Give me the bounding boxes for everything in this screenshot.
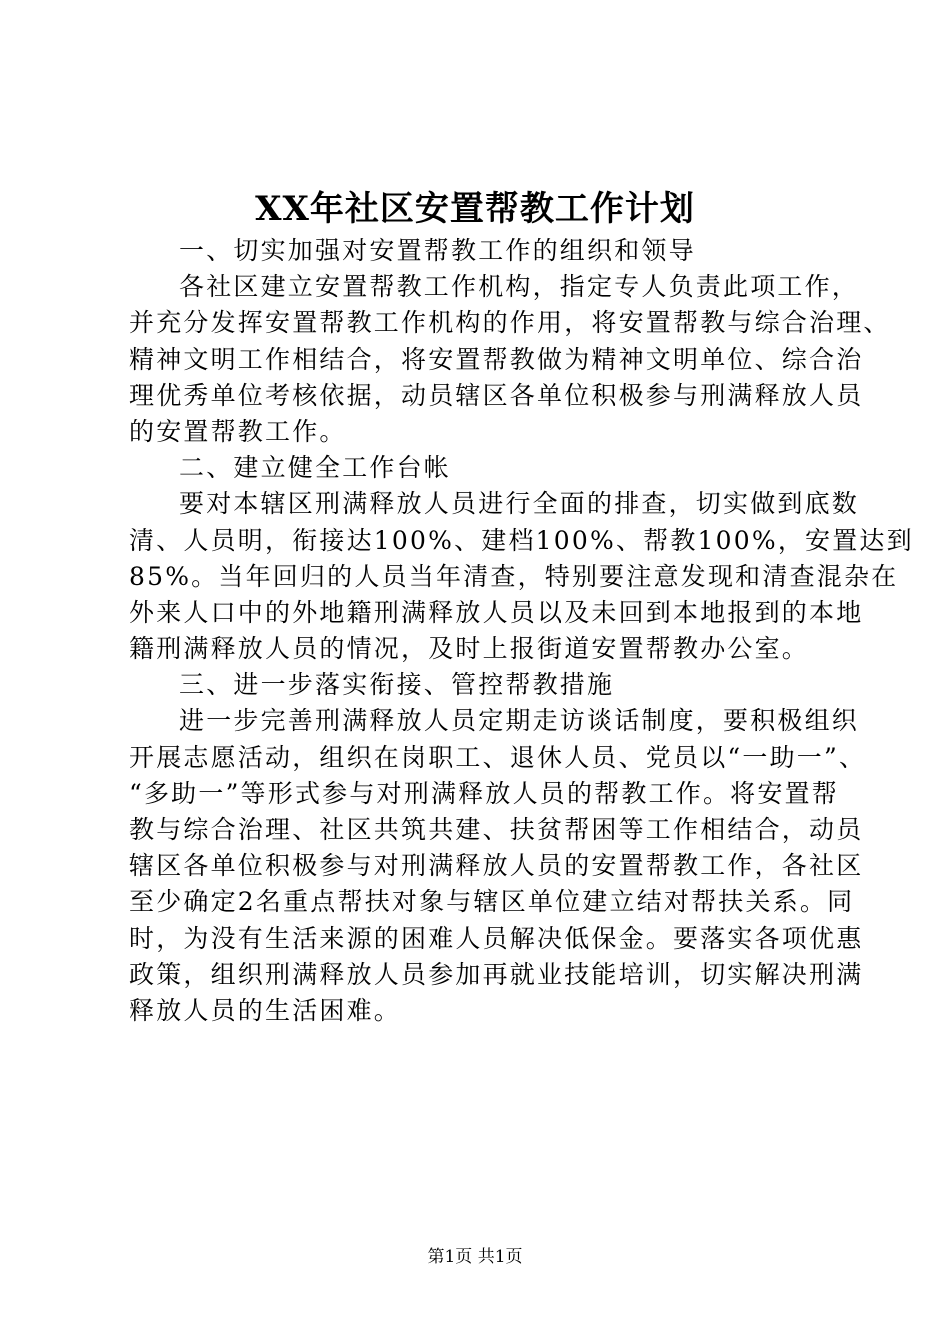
page-number: 第1页 共1页 xyxy=(427,1247,523,1267)
paragraph-line: 理优秀单位考核依据，动员辖区各单位积极参与刑满释放人员 xyxy=(129,380,864,410)
paragraph-line: 籍刑满释放人员的情况，及时上报街道安置帮教办公室。 xyxy=(129,634,810,664)
paragraph-line: 辖区各单位积极参与对刑满释放人员的安置帮教工作，各社区 xyxy=(129,851,864,881)
paragraph-line: 释放人员的生活困难。 xyxy=(129,995,402,1025)
paragraph-line: 并充分发挥安置帮教工作机构的作用，将安置帮教与综合治理、 xyxy=(129,308,891,338)
section-heading-3: 三、进一步落实衔接、管控帮教措施 xyxy=(179,670,615,700)
paragraph-line: 教与综合治理、社区共筑共建、扶贫帮困等工作相结合，动员 xyxy=(129,815,864,844)
document-body xyxy=(129,233,914,1029)
paragraph-line: “多助一”等形式参与对刑满释放人员的帮教工作。将安置帮 xyxy=(129,778,839,808)
paragraph-line: 各社区建立安置帮教工作机构，指定专人负责此项工作， xyxy=(179,272,860,302)
paragraph-line: 精神文明工作相结合，将安置帮教做为精神文明单位、综合治 xyxy=(129,344,864,374)
paragraph-line: 至少确定2名重点帮扶对象与辖区单位建立结对帮扶关系。同 xyxy=(129,887,855,917)
paragraph-line: 开展志愿活动，组织在岗职工、退休人员、党员以“一助一”、 xyxy=(129,742,867,772)
document-title: XX年社区安置帮教工作计划 xyxy=(255,189,695,229)
paragraph-line: 的安置帮教工作。 xyxy=(129,416,347,446)
section-heading-2: 二、建立健全工作台帐 xyxy=(179,453,452,483)
paragraph-line: 进一步完善刑满释放人员定期走访谈话制度，要积极组织 xyxy=(179,706,860,736)
paragraph-line: 85%。当年回归的人员当年清查，特别要注意发现和清查混杂在 xyxy=(129,561,899,591)
paragraph-line: 外来人口中的外地籍刑满释放人员以及未回到本地报到的本地 xyxy=(129,597,864,627)
paragraph-line: 清、人员明，衔接达100%、建档100%、帮教100%，安置达到 xyxy=(129,525,914,555)
paragraph-line: 政策，组织刑满释放人员参加再就业技能培训，切实解决刑满 xyxy=(129,959,864,989)
paragraph-line: 要对本辖区刑满释放人员进行全面的排查，切实做到底数 xyxy=(179,489,860,519)
paragraph-line: 时，为没有生活来源的困难人员解决低保金。要落实各项优惠 xyxy=(129,923,864,953)
section-heading-1: 一、切实加强对安置帮教工作的组织和领导 xyxy=(179,236,696,265)
